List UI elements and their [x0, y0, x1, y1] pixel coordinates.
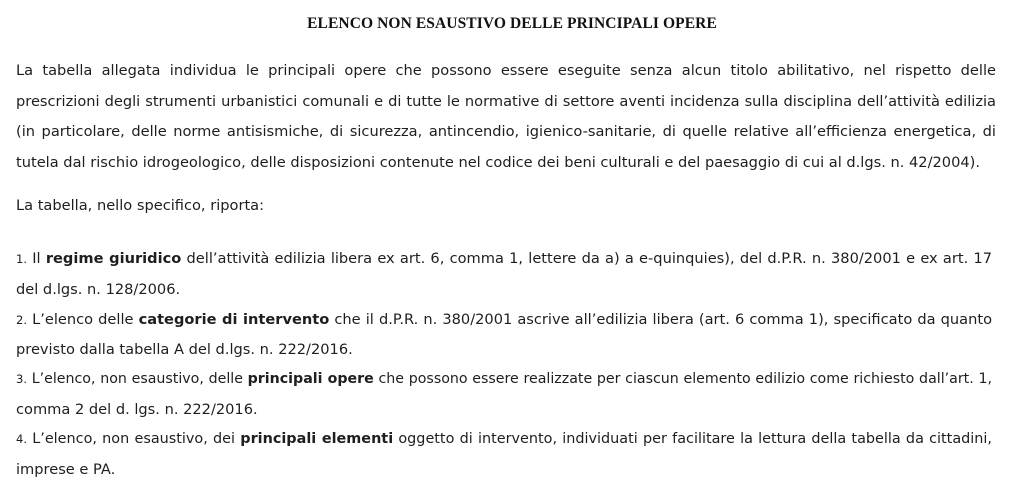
list-item-text: che possono essere realizzate per ciascun elemento edilizio come richiesto dall’art. 1, [373, 371, 993, 388]
list-lead-text: La tabella, nello specifico, riporta: [16, 197, 265, 214]
list-item-line: del d.lgs. n. 128/2006. [16, 280, 181, 298]
list-item-text: L’elenco, non esaustivo, dei [32, 430, 241, 447]
list-item-text: che il d.P.R. n. 380/2001 ascrive all’edilizia libera (art. 6 comma 1), specificato da quanto [329, 310, 992, 328]
document-title: ELENCO NON ESAUSTIVO DELLE PRINCIPALI OPERE [307, 15, 717, 32]
list-item-text: Il [32, 250, 46, 267]
list-item-line [16, 365, 992, 395]
list-item [16, 305, 992, 366]
list-item-keyword: regime giuridico [45, 250, 182, 267]
list-item-keyword: principali elementi [240, 430, 394, 447]
intro-line: tutela dal rischio idrogeologico, delle disposizioni contenute nel codice dei beni culturali e del paesaggio di cui al d.lgs. n. 42/2004). [16, 154, 980, 172]
list-item-keyword: categorie di intervento [138, 310, 330, 328]
intro-paragraph [16, 56, 996, 179]
list-item-line [16, 244, 992, 275]
list-item-number: 3. [16, 372, 27, 387]
list-item-text: oggetto di intervento, individuati per facilitare la lettura della tabella da cittadini, [393, 430, 992, 447]
list-item-text: L’elenco, non esaustivo, delle [31, 371, 248, 388]
list-item-keyword: principali opere [247, 371, 374, 388]
intro-line: (in particolare, delle norme antisismiche, di sicurezza, antincendio, igienico-sanitarie, di quelle relative all’efficienza energetica, di [16, 123, 996, 141]
list-item-number: 1. [16, 252, 27, 266]
list-item-line: previsto dalla tabella A del d.lgs. n. 222/2016. [16, 341, 353, 359]
list-item-line: comma 2 del d. lgs. n. 222/2016. [16, 400, 258, 418]
list-item-text: dell’attività edilizia libera ex art. 6, comma 1, lettere da a) a e-quinquies), del d.P.R. n. 380/2001 e ex art. 17 [181, 250, 993, 267]
list-item [16, 425, 992, 485]
intro-line: prescrizioni degli strumenti urbanistici comunali e di tutte le normative di settore aventi incidenza sulla disciplina dell’attività edilizia [16, 92, 996, 110]
list-item-text: L’elenco delle [32, 310, 139, 328]
list-item-number: 4. [16, 431, 27, 446]
list-item-line [16, 425, 992, 455]
numbered-list [16, 244, 992, 484]
list-item-line [16, 305, 992, 336]
list-item [16, 244, 992, 305]
list-item [16, 365, 992, 425]
list-item-number: 2. [16, 312, 27, 327]
list-item-line: imprese e PA. [16, 460, 116, 478]
intro-line: La tabella allegata individua le principali opere che possono essere eseguite senza alcun titolo abilitativo, nel rispetto delle [16, 62, 996, 79]
